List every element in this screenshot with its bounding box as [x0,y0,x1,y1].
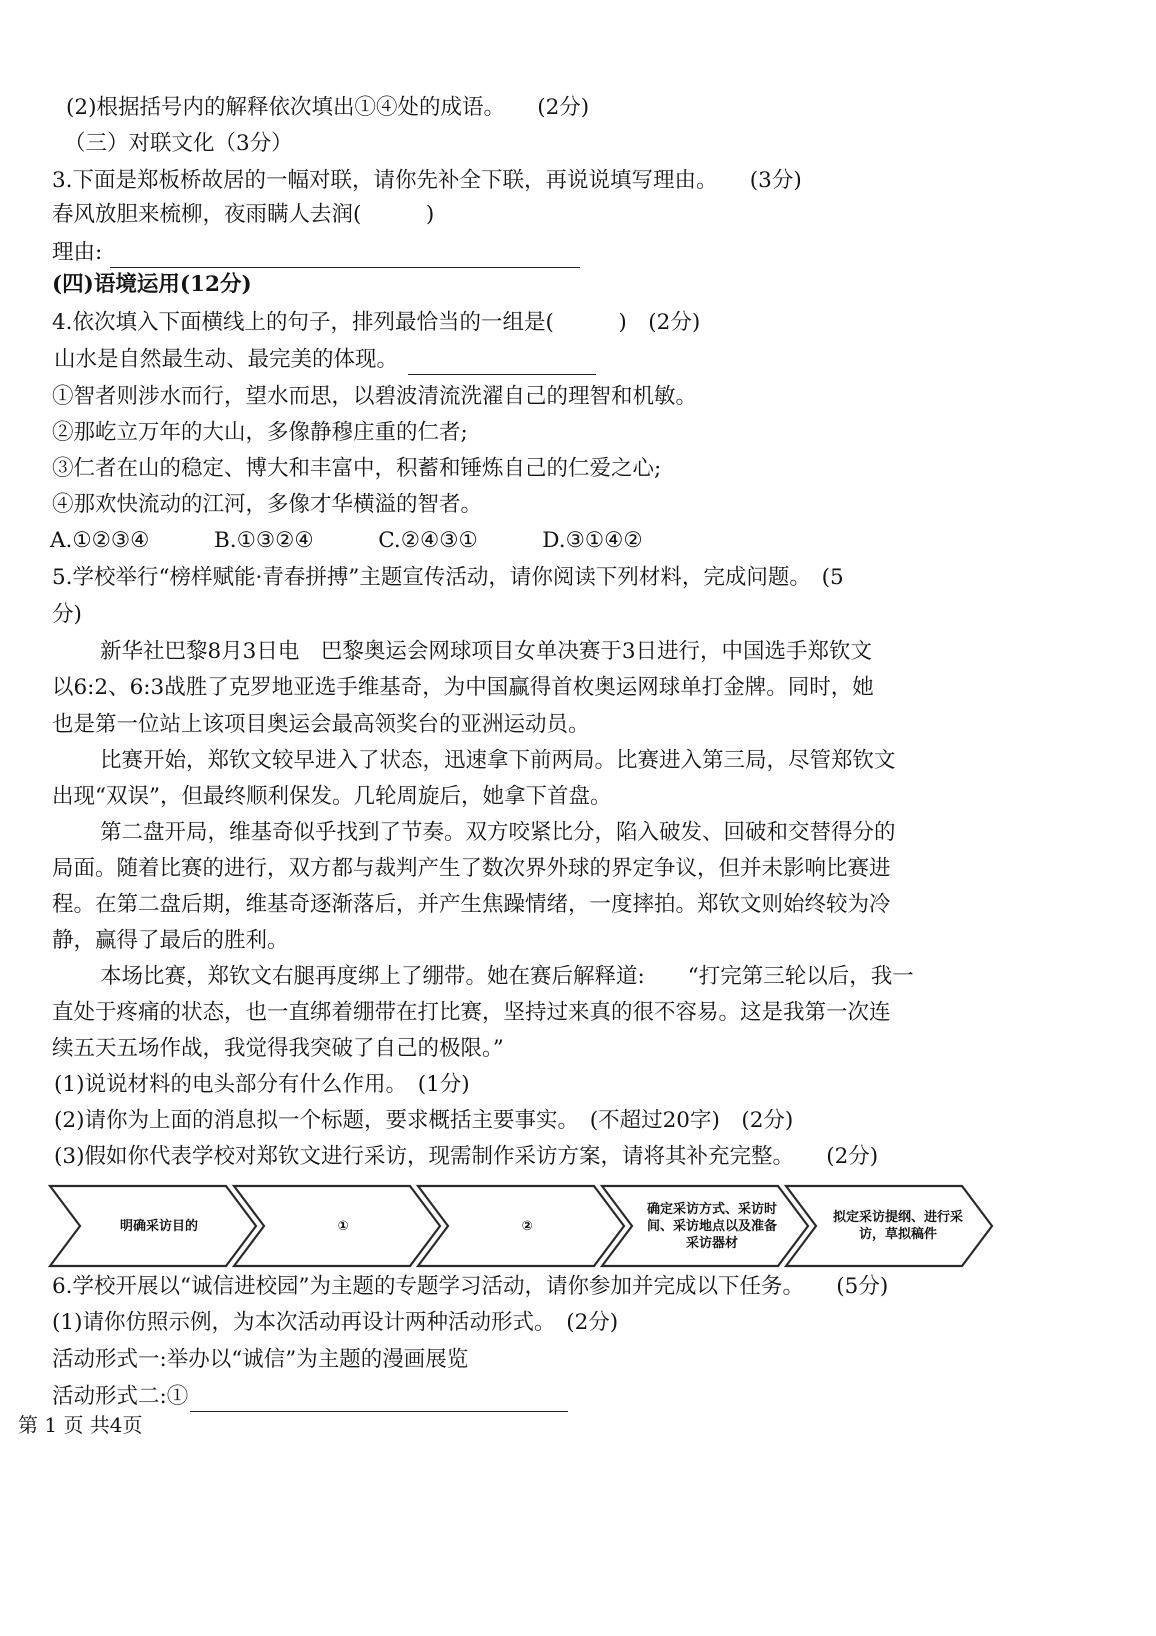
q5-2: (2)请你为上面的消息拟一个标题，要求概括主要事实。 (不超过20字) (2分) [54,1108,794,1133]
q4-option-2: ②那屹立万年的大山，多像静穆庄重的仁者; [52,420,468,445]
q4-choices: A.①②③④ B.①③②④ C.②④③① D.③①④② [50,528,643,553]
flow-step-5: 拟定采访提纲、进行采访，草拟稿件 [832,1210,963,1242]
news-p4-l3: 续五天五场作战，我觉得我突破了自己的极限。” [52,1036,504,1061]
q5-3: (3)假如你代表学校对郑钦文进行采访，现需制作采访方案，请将其补充完整。 (2分) [54,1144,879,1169]
news-p3-l4: 静，赢得了最后的胜利。 [52,928,289,953]
q4-stem: 山水是自然最生动、最完美的体现。 [54,345,596,375]
page-footer: 第 1 页 共4页 [18,1413,143,1437]
question-4: 4.依次填入下面横线上的句子，排列最恰当的一组是( ) (2分) [52,310,701,335]
question-5-cont: 分) [52,602,82,627]
q4-option-1: ①智者则涉水而行，望水而思，以碧波清流洗濯自己的理智和机敏。 [52,384,698,409]
question-6: 6.学校开展以“诚信进校园”为主题的专题学习活动，请你参加并完成以下任务。 (5分) [52,1274,889,1299]
news-p2-l1: 比赛开始，郑钦文较早进入了状态，迅速拿下前两局。比赛进入第三局，尽管郑钦文 [100,748,896,773]
q4-option-4: ④那欢快流动的江河，多像才华横溢的智者。 [52,492,483,517]
question-2-2: (2)根据括号内的解释依次填出①④处的成语。 (2分) [66,95,590,120]
flow-step-1: 明确采访目的 [119,1218,198,1234]
section-4-heading: (四)语境运用(12分) [52,272,252,297]
couplet: 春风放胆来梳柳，夜雨瞒人去润( ) [52,202,435,227]
activity-2-blank[interactable] [190,1389,568,1412]
news-p1-l2: 以6:2、6:3战胜了克罗地亚选手维基奇，为中国赢得首枚奥运网球单打金牌。同时，她 [52,675,874,700]
activity-1: 活动形式一:举办以“诚信”为主题的漫画展览 [52,1347,469,1372]
flow-step-3-blank[interactable]: ② [521,1218,533,1234]
q5-1: (1)说说材料的电头部分有什么作用。 (1分) [54,1072,470,1097]
news-p1-l1: 新华社巴黎8月3日电 巴黎奥运会网球项目女单决赛于3日进行，中国选手郑钦文 [100,639,873,664]
q6-1: (1)请你仿照示例，为本次活动再设计两种活动形式。 (2分) [52,1310,619,1335]
reason-label: 理由: [52,238,580,268]
news-p4-l2: 直处于疼痛的状态，也一直绑着绷带在打比赛，坚持过来真的很不容易。这是我第一次连 [52,1000,891,1025]
flow-step-4: 确定采访方式、采访时间、采访地点以及准备采访器材 [646,1201,777,1251]
section-3-heading: （三）对联文化（3分） [64,131,293,156]
news-p3-l2: 局面。随着比赛的进行，双方都与裁判产生了数次界外球的界定争议，但并未影响比赛进 [52,856,891,881]
question-3: 3.下面是郑板桥故居的一幅对联，请你先补全下联，再说说填写理由。 (3分) [52,168,802,193]
news-p1-l3: 也是第一位站上该项目奥运会最高领奖台的亚洲运动员。 [52,712,590,737]
activity-2: 活动形式二:① [52,1382,568,1412]
news-p3-l3: 程。在第二盘后期，维基奇逐渐落后，并产生焦躁情绪，一度摔拍。郑钦文则始终较为冷 [52,892,891,917]
flow-step-2-blank[interactable]: ① [337,1218,349,1234]
question-5: 5.学校举行“榜样赋能·青春拼搏”主题宣传活动，请你阅读下列材料，完成问题。 (5 [52,565,844,590]
news-p3-l1: 第二盘开局，维基奇似乎找到了节奏。双方咬紧比分，陷入破发、回破和交替得分的 [100,820,896,845]
q4-option-3: ③仁者在山的稳定、博大和丰富中，积蓄和锤炼自己的仁爱之心; [52,456,662,481]
news-p2-l2: 出现“双误”，但最终顺利保发。几轮周旋后，她拿下首盘。 [52,784,612,809]
news-p4-l1: 本场比赛，郑钦文右腿再度绑上了绷带。她在赛后解释道: “打完第三轮以后，我一 [100,964,914,989]
